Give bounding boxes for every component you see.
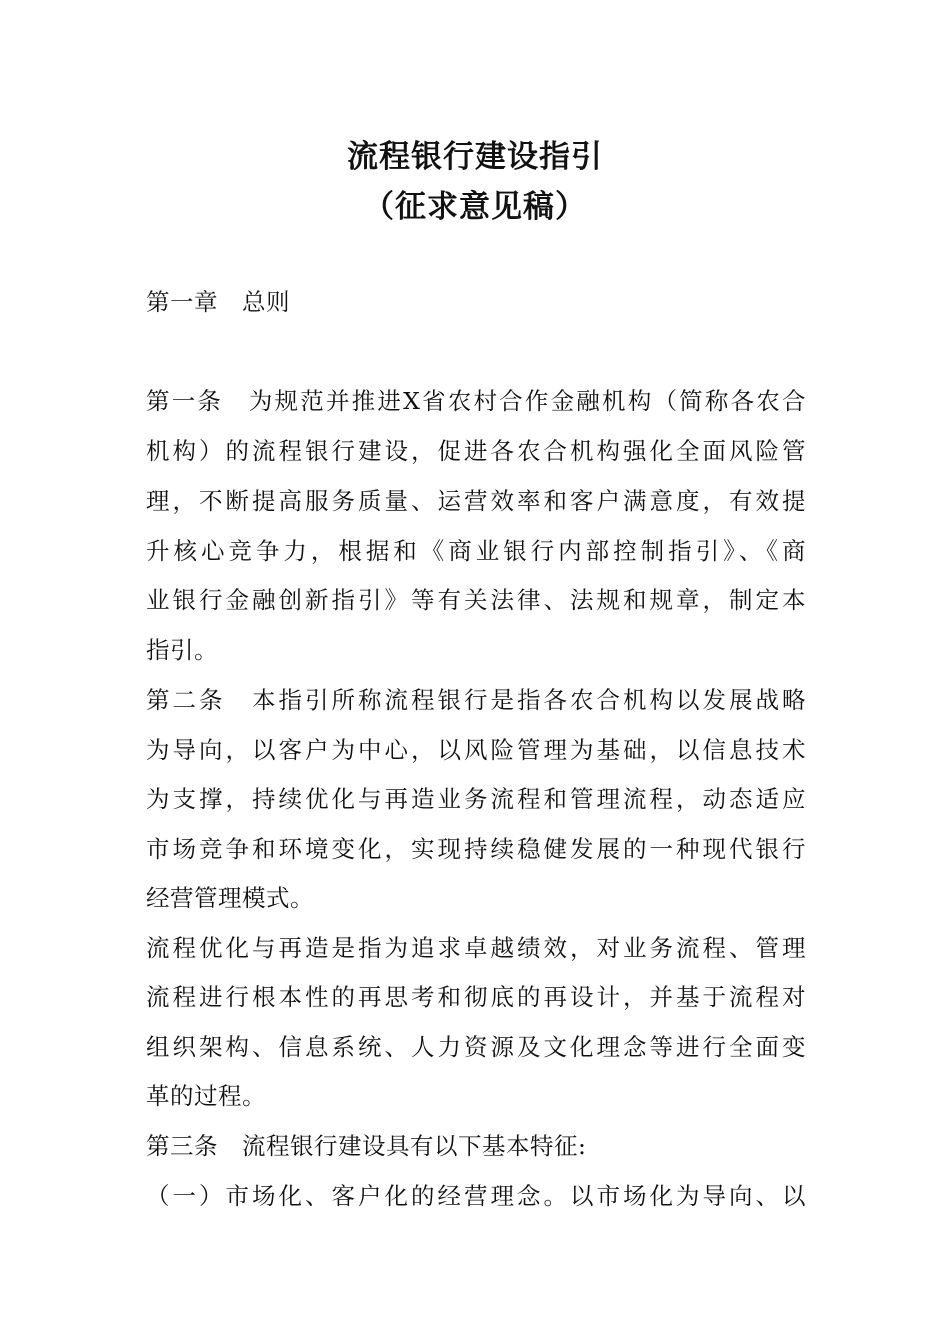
body-line: 革的过程。 [146, 1082, 266, 1110]
body-line: 理，不断提高服务质量、运营效率和客户满意度，有效提 [146, 487, 806, 515]
body-line: 流程优化与再造是指为追求卓越绩效，对业务流程、管理 [146, 934, 806, 962]
chapter-heading: 第一章 总则 [146, 288, 290, 316]
body-line: 指引。 [146, 636, 218, 664]
body-line: 市场竞争和环境变化，实现持续稳健发展的一种现代银行 [146, 835, 806, 863]
body-line: 为导向，以客户为中心，以风险管理为基础，以信息技术 [146, 736, 806, 764]
document-title: 流程银行建设指引 [347, 139, 603, 175]
body-line: 第二条 本指引所称流程银行是指各农合机构以发展战略 [146, 686, 806, 714]
body-line: 机构）的流程银行建设，促进各农合机构强化全面风险管 [146, 437, 806, 465]
body-line: 组织架构、信息系统、人力资源及文化理念等进行全面变 [146, 1033, 806, 1061]
body-line: 为支撑，持续优化与再造业务流程和管理流程，动态适应 [146, 785, 806, 813]
body-line: 流程进行根本性的再思考和彻底的再设计，并基于流程对 [146, 983, 806, 1011]
body-line: 业银行金融创新指引》等有关法律、法规和规章，制定本 [146, 586, 806, 614]
document-subtitle: （征求意见稿） [363, 189, 587, 225]
body-line: 经营管理模式。 [146, 884, 314, 912]
body-line: 升核心竞争力，根据和《商业银行内部控制指引》、《商 [146, 537, 806, 565]
body-line: （一）市场化、客户化的经营理念。以市场化为导向、以 [146, 1182, 806, 1210]
body-line: 第三条 流程银行建设具有以下基本特征: [146, 1132, 587, 1160]
body-line: 第一条 为规范并推进X省农村合作金融机构（简称各农合 [146, 387, 806, 415]
